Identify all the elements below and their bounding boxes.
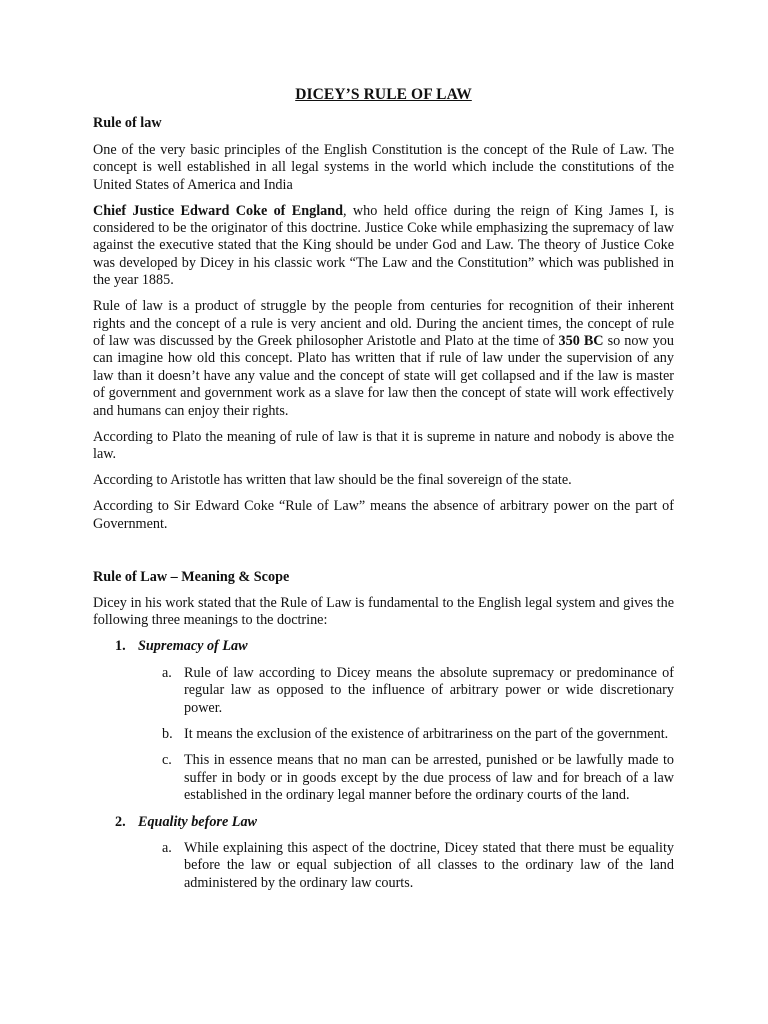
document-title: DICEY’S RULE OF LAW xyxy=(295,86,472,103)
sub-list-letter: a. xyxy=(162,664,172,681)
sub-list-text: This in essence means that no man can be arrested, punished or be lawfully made to suffer in body or in goods except by the due process of law and for breach of a law established in the ordinary legal manner before the ordinary courts of the land. xyxy=(184,752,674,804)
document-body xyxy=(93,86,674,901)
sub-list-letter: b. xyxy=(162,725,173,742)
list-item-title: Equality before Law xyxy=(138,813,258,830)
sub-list-letter: a. xyxy=(162,839,172,856)
bold-date: 350 BC xyxy=(558,333,604,350)
paragraph-plato: According to Plato the meaning of rule of law is that it is supreme in nature and nobody is above the law. xyxy=(93,428,674,463)
list-item-equality-before-law xyxy=(93,814,674,831)
bold-coke-name: Chief Justice Edward Coke of England xyxy=(93,202,344,219)
paragraph-aristotle: According to Aristotle has written that law should be the final sovereign of the state. xyxy=(93,472,572,489)
paragraph-history-text-b: so now you can imagine how old this concept. Plato has written that if rule of law under the supervision of any law than it doesn’t have any value and the concept of state will get collapsed and if the law is master of government and government work as a slave for law then the concept of state will work effectively and humans can enjoy their rights. xyxy=(93,333,674,419)
paragraph-coke xyxy=(93,203,674,290)
sub-list-text: While explaining this aspect of the doctrine, Dicey stated that there must be equality before the law or equal subjection of all classes to the ordinary law of the land administered by the ordinary law courts. xyxy=(184,839,674,891)
paragraph-history xyxy=(93,298,674,420)
list-item-title: Supremacy of Law xyxy=(138,638,248,655)
list-number: 2. xyxy=(115,813,126,830)
list-number: 1. xyxy=(115,638,126,655)
sub-list-item xyxy=(93,752,674,804)
sub-list-text: Rule of law according to Dicey means the absolute supremacy or predominance of regular law as opposed to the influence of arbitrary power or wide discretionary power. xyxy=(184,664,674,716)
spacer xyxy=(93,542,674,569)
paragraph-intro: One of the very basic principles of the English Constitution is the concept of the Rule of Law. The concept is well established in all legal systems in the world which include the constitutions of the United States of America and India xyxy=(93,141,674,193)
list-item-supremacy-of-law xyxy=(93,638,674,655)
section-heading-meaning-scope: Rule of Law – Meaning & Scope xyxy=(93,568,290,585)
paragraph-coke-text: , who held office during the reign of King James I, is considered to be the originator of this doctrine. Justice Coke while emphasizing the supremacy of law against the executive stated that the King should be under God and Law. The theory of Justice Coke was developed by Dicey in his classic work “The Law and the Constitution” which was published in the year 1885. xyxy=(93,202,674,289)
paragraph-history-text-a: Rule of law is a product of struggle by the people from centuries for recognition of their inherent rights and the concept of a rule is very ancient and old. During the ancient times, the concept of rule of law was discussed by the Greek philosopher Aristotle and Plato at the time of xyxy=(93,298,674,350)
sub-list-letter: c. xyxy=(162,752,172,769)
sub-list-item xyxy=(93,840,674,892)
sub-list-text: It means the exclusion of the existence of arbitrariness on the part of the government. xyxy=(184,725,669,742)
paragraph-dicey-meanings: Dicey in his work stated that the Rule of Law is fundamental to the English legal system and gives the following three meanings to the doctrine: xyxy=(93,594,674,629)
sub-list-item xyxy=(93,665,674,717)
section-heading-rule-of-law: Rule of law xyxy=(93,115,162,132)
paragraph-coke-definition: According to Sir Edward Coke “Rule of Law” means the absence of arbitrary power on the part of Government. xyxy=(93,498,674,532)
sub-list-item xyxy=(93,726,674,743)
